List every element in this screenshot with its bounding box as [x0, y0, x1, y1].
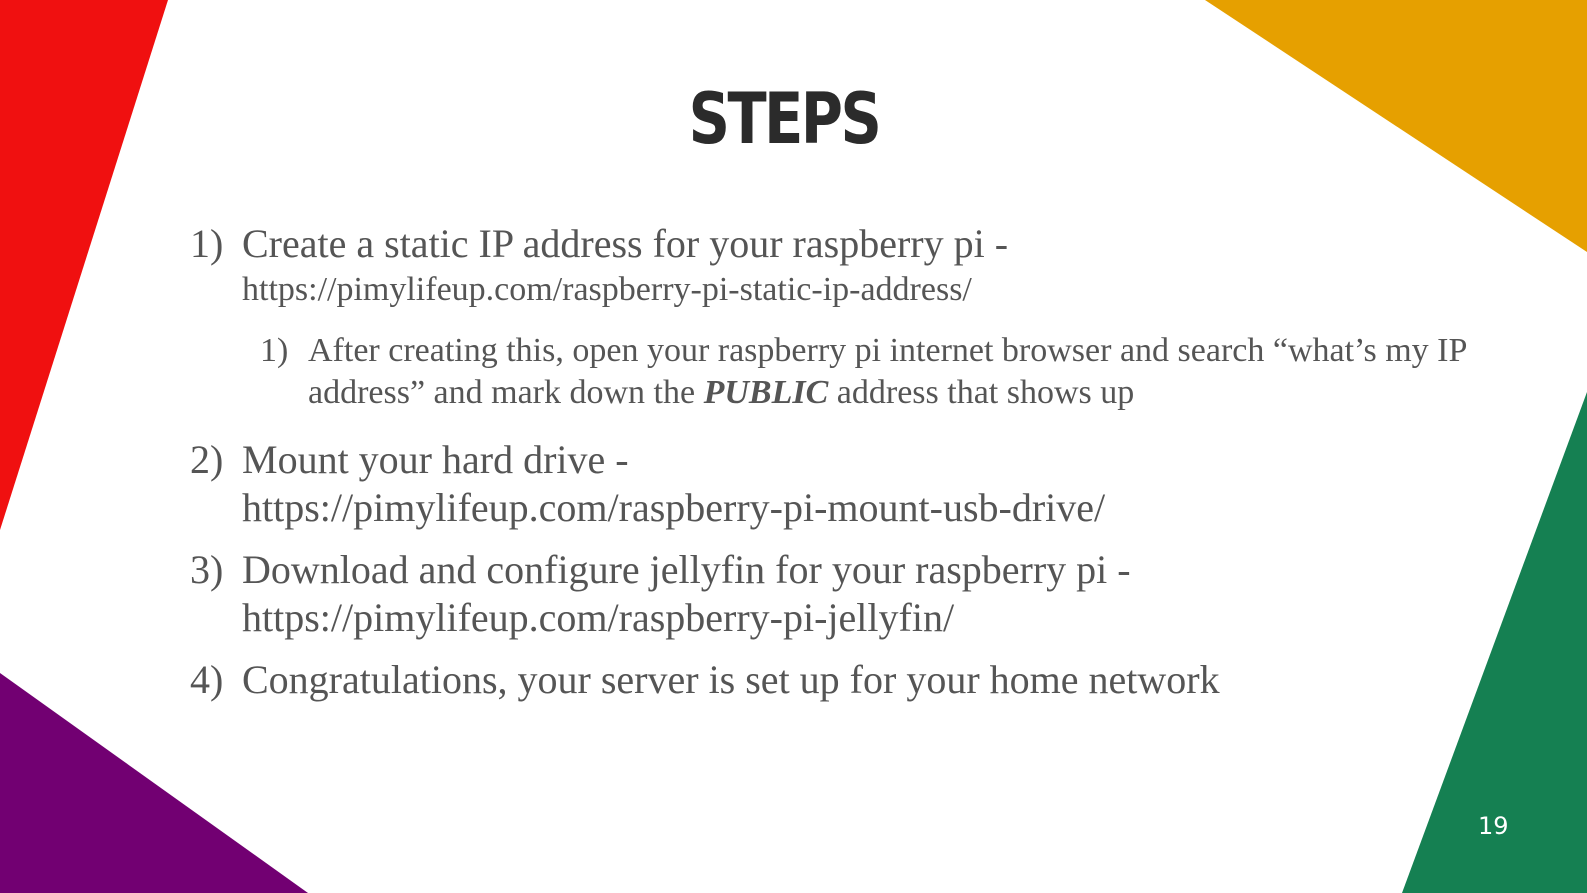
page-number: 19: [1478, 812, 1509, 840]
step-number: 1): [190, 221, 224, 266]
step-number: 4): [190, 657, 224, 702]
substep-text: After creating this, open your raspberry pi internet browser and search “what’s my IP address” and mark down the: [308, 332, 1467, 411]
step-text: Create a static IP address for your raspberry pi -: [242, 221, 1009, 266]
step-number: 2): [190, 437, 224, 482]
step-item: [190, 546, 1480, 642]
step-item: [190, 656, 1480, 704]
slide-title: STEPS: [688, 78, 880, 160]
steps-list: [190, 220, 1480, 718]
step-item: [190, 436, 1480, 532]
step-text: Mount your hard drive -: [242, 437, 629, 482]
step-number: 3): [190, 547, 224, 592]
step-item: [190, 220, 1480, 312]
step-link[interactable]: https://pimylifeup.com/raspberry-pi-mount-usb-drive/: [242, 485, 1106, 530]
step-text: Download and configure jellyfin for your raspberry pi -: [242, 547, 1131, 592]
step-link[interactable]: https://pimylifeup.com/raspberry-pi-jellyfin/: [242, 595, 955, 640]
substep-emphasis: PUBLIC: [703, 374, 829, 411]
substep-text-end: address that shows up: [828, 374, 1135, 411]
step-link[interactable]: https://pimylifeup.com/raspberry-pi-static-ip-address/: [242, 271, 972, 308]
substep-item: [260, 330, 1480, 414]
substep-number: 1): [260, 332, 289, 369]
step-text: Congratulations, your server is set up for your home network: [242, 657, 1220, 702]
